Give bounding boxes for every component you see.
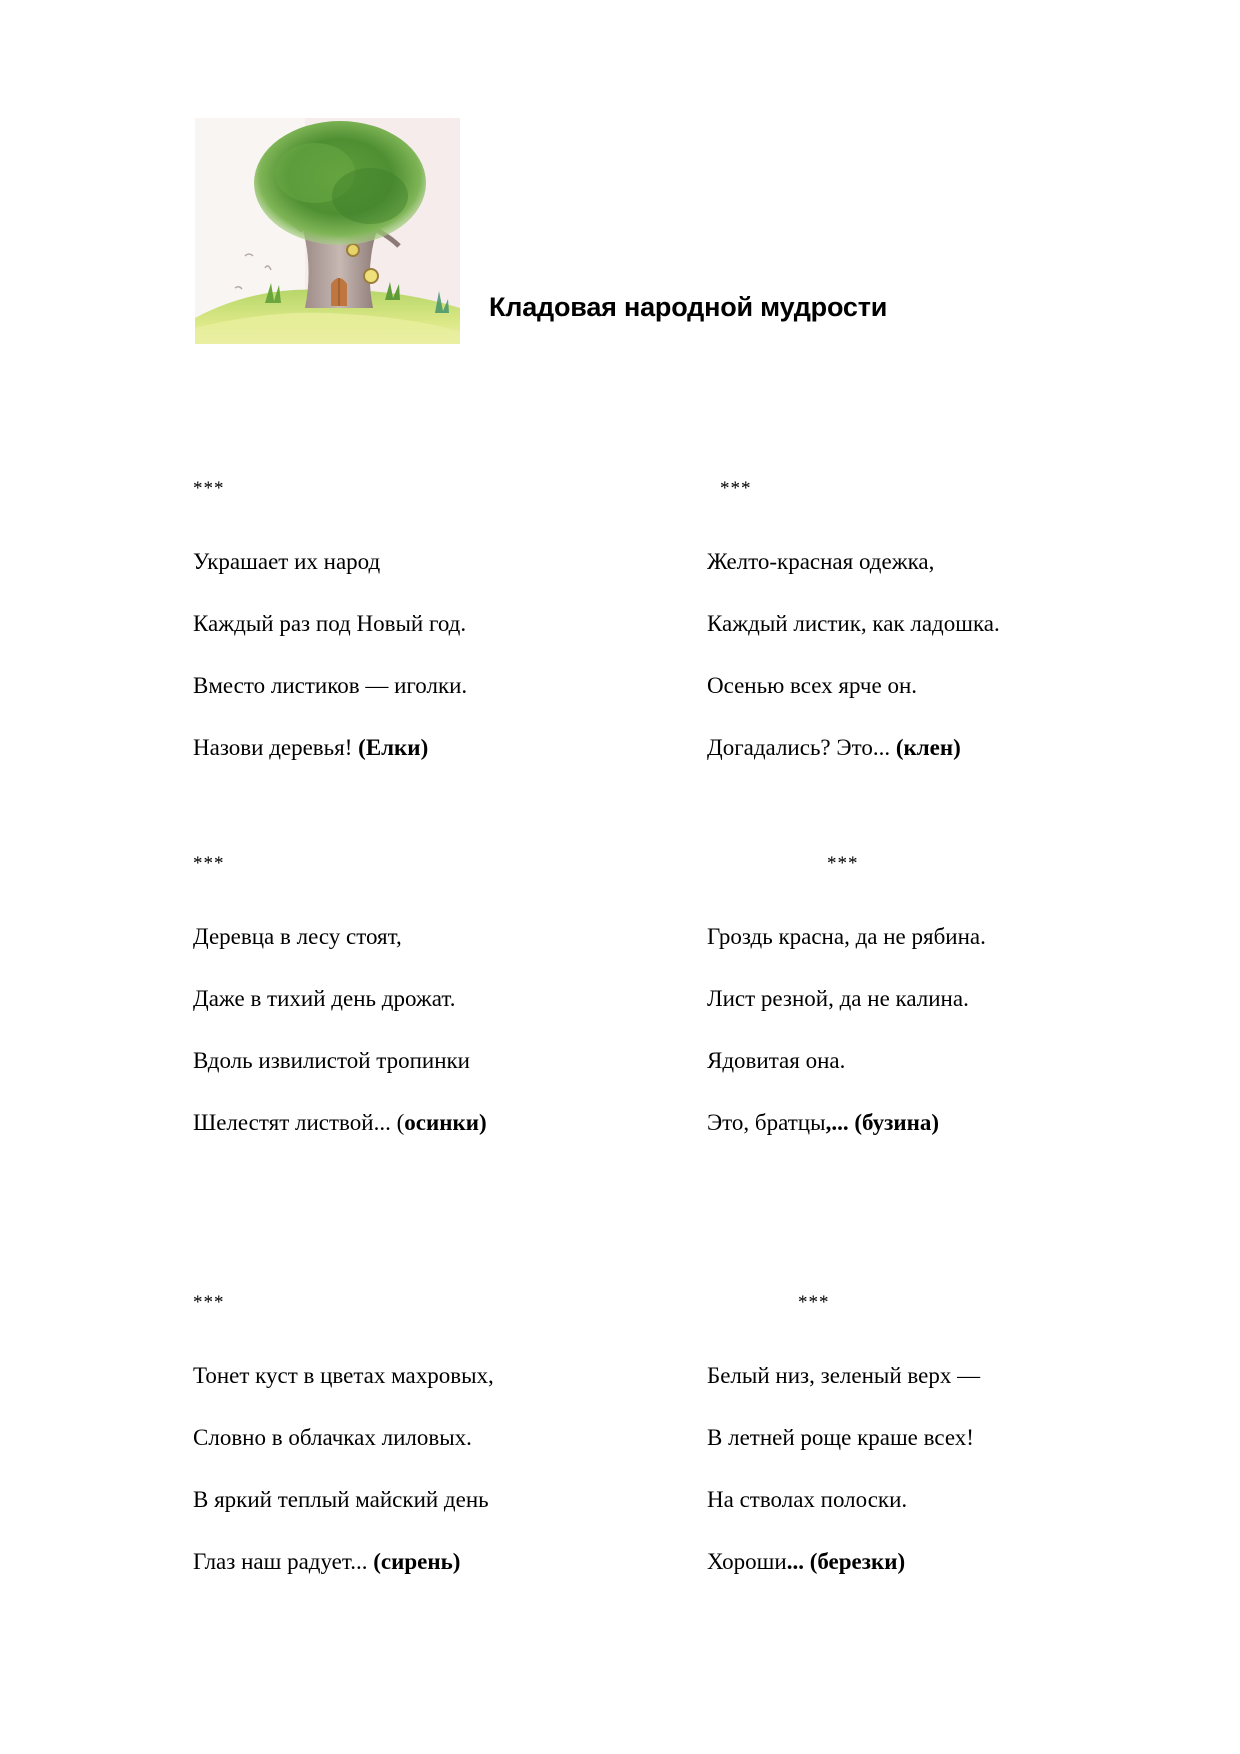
riddle-line: Белый низ, зеленый верх — — [707, 1363, 981, 1388]
riddle-line: Желто-красная одежка, — [707, 549, 935, 574]
riddle-line: Осенью всех ярче он. — [707, 673, 917, 698]
riddle-line: Тонет куст в цветах махровых, — [193, 1363, 494, 1388]
riddle-answer: (Елки) — [358, 735, 429, 760]
riddle-line: Шелестят листвой... (осинки) — [193, 1110, 487, 1135]
separator-stars: *** — [193, 853, 225, 874]
tree-illustration — [195, 118, 460, 344]
riddle-line: Даже в тихий день дрожат. — [193, 986, 456, 1011]
riddle-line: Ядовитая она. — [707, 1048, 846, 1073]
riddle-answer: ,... (бузина) — [825, 1110, 940, 1135]
fairy-tree-icon — [195, 118, 460, 344]
riddle-line: Деревца в лесу стоят, — [193, 924, 402, 949]
riddle-line: Хороши... (березки) — [707, 1549, 906, 1574]
riddle-line: Глаз наш радует... (сирень) — [193, 1549, 461, 1574]
riddle-answer: ... (березки) — [786, 1549, 906, 1574]
riddle-answer: осинки) — [404, 1110, 487, 1135]
riddle-line: Словно в облачках лиловых. — [193, 1425, 472, 1450]
riddle-line: В летней роще краше всех! — [707, 1425, 974, 1450]
riddle-answer: (сирень) — [373, 1549, 461, 1574]
separator-stars: *** — [798, 1292, 830, 1313]
riddle-line: Лист резной, да не калина. — [707, 986, 969, 1011]
riddle-line: Догадались? Это... (клен) — [707, 735, 961, 760]
riddle-line: Назови деревья! (Елки) — [193, 735, 429, 760]
riddle-line: Каждый раз под Новый год. — [193, 611, 467, 636]
riddle-line: Каждый листик, как ладошка. — [707, 611, 1000, 636]
riddle-answer: (клен) — [895, 735, 961, 760]
riddle-line: На стволах полоски. — [707, 1487, 908, 1512]
separator-stars: *** — [720, 478, 752, 499]
riddle-line: Вдоль извилистой тропинки — [193, 1048, 470, 1073]
separator-stars: *** — [193, 1292, 225, 1313]
riddle-line: Украшает их народ — [193, 549, 381, 574]
riddle-line: Гроздь красна, да не рябина. — [707, 924, 986, 949]
page-title: Кладовая народной мудрости — [489, 292, 888, 322]
riddle-line: Это, братцы,... (бузина) — [707, 1110, 940, 1135]
separator-stars: *** — [193, 478, 225, 499]
riddle-line: В яркий теплый майский день — [193, 1487, 489, 1512]
separator-stars: *** — [827, 853, 859, 874]
riddle-line: Вместо листиков — иголки. — [193, 673, 468, 698]
